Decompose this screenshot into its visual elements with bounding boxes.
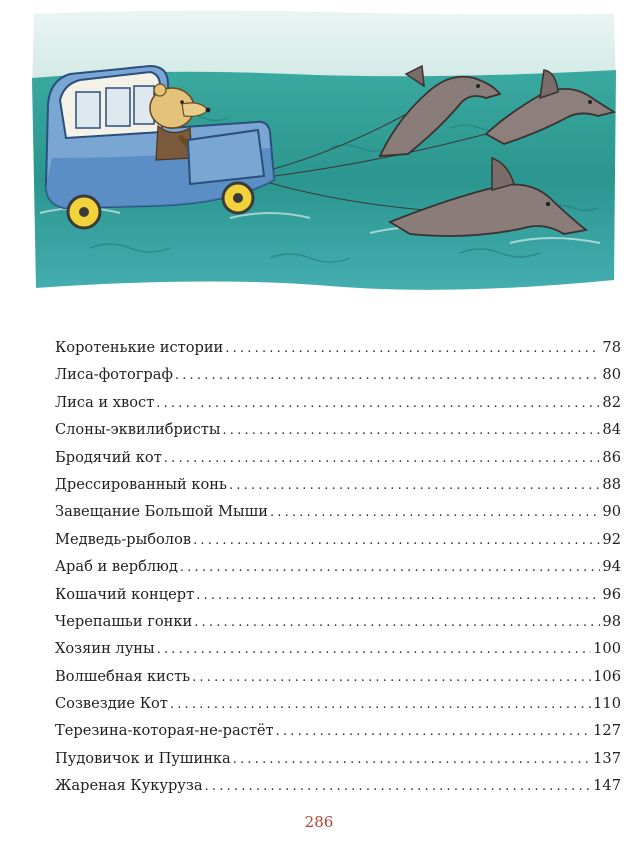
- toc-entry-page: 147: [593, 777, 621, 795]
- toc-entry-page: 98: [602, 612, 621, 630]
- illustration-sea-dolphins-car: [30, 8, 618, 298]
- toc-entry-title: Дрессированный конь: [55, 475, 227, 493]
- toc-entry-title: Слоны-эквилибристы: [55, 421, 221, 439]
- toc-leader-dots: [222, 417, 600, 444]
- toc-entry[interactable]: [55, 389, 621, 416]
- toc-leader-dots: [225, 335, 600, 362]
- toc-leader-dots: [233, 746, 591, 773]
- toc-entry[interactable]: [55, 498, 621, 525]
- toc-entry[interactable]: [55, 416, 621, 443]
- table-of-contents: [55, 334, 621, 800]
- toc-entry[interactable]: [55, 553, 621, 580]
- toc-entry[interactable]: [55, 334, 621, 361]
- toc-entry-page: 86: [602, 448, 621, 466]
- toc-entry-page: 92: [602, 530, 621, 548]
- toc-entry[interactable]: [55, 471, 621, 498]
- toc-entry[interactable]: [55, 772, 621, 799]
- toc-entry-title: Лиса-фотограф: [55, 366, 173, 384]
- toc-entry[interactable]: [55, 581, 621, 608]
- toc-entry-title: Волшебная кисть: [55, 667, 191, 685]
- toc-entry[interactable]: [55, 635, 621, 662]
- toc-entry-title: Завещание Большой Мыши: [55, 503, 268, 521]
- toc-entry-title: Кошачий концерт: [55, 585, 195, 603]
- toc-entry-page: 137: [593, 749, 621, 767]
- toc-entry-title: Лиса и хвост: [55, 393, 155, 411]
- toc-entry[interactable]: [55, 608, 621, 635]
- toc-entry-page: 78: [602, 339, 621, 356]
- toc-leader-dots: [193, 527, 600, 554]
- toc-leader-dots: [270, 499, 600, 526]
- toc-entry[interactable]: [55, 526, 621, 553]
- toc-entry-page: 110: [593, 695, 621, 713]
- toc-entry-page: 127: [593, 722, 621, 740]
- toc-leader-dots: [276, 718, 592, 745]
- toc-entry-title: Терезина-которая-не-растёт: [55, 722, 274, 740]
- toc-entry-page: 90: [602, 503, 621, 521]
- toc-entry-page: 88: [602, 475, 621, 493]
- toc-leader-dots: [205, 773, 592, 800]
- toc-entry-title: Жареная Кукуруза: [55, 777, 203, 795]
- toc-leader-dots: [196, 582, 600, 609]
- toc-leader-dots: [156, 390, 600, 417]
- toc-leader-dots: [175, 362, 601, 389]
- toc-entry-title: Созвездие Кот: [55, 695, 168, 713]
- toc-leader-dots: [164, 445, 601, 472]
- toc-entry-title: Черепашьи гонки: [55, 612, 193, 630]
- page-number: 286: [304, 813, 334, 831]
- toc-entry-page: 80: [602, 366, 621, 384]
- toc-entry[interactable]: [55, 690, 621, 717]
- toc-entry[interactable]: [55, 361, 621, 388]
- toc-entry-page: 94: [602, 558, 621, 576]
- toc-entry-title: Хозяин луны: [55, 640, 155, 658]
- toc-entry-title: Пудовичок и Пушинка: [55, 749, 231, 767]
- toc-leader-dots: [157, 636, 592, 663]
- toc-leader-dots: [192, 664, 591, 691]
- toc-entry-title: Араб и верблюд: [55, 558, 178, 576]
- toc-leader-dots: [180, 554, 601, 581]
- toc-entry-title: Медведь-рыболов: [55, 530, 192, 548]
- toc-entry[interactable]: [55, 663, 621, 690]
- toc-entry-title: Коротенькие истории: [55, 339, 224, 356]
- toc-entry-page: 96: [602, 585, 621, 603]
- toc-entry-page: 106: [593, 667, 621, 685]
- toc-entry[interactable]: [55, 444, 621, 471]
- toc-entry-page: 84: [602, 421, 621, 439]
- toc-entry-page: 82: [602, 393, 621, 411]
- toc-entry[interactable]: [55, 717, 621, 744]
- toc-leader-dots: [170, 691, 591, 718]
- toc-entry[interactable]: [55, 745, 621, 772]
- toc-leader-dots: [194, 609, 600, 636]
- watercolor-illustration: [30, 8, 618, 298]
- toc-entry-title: Бродячий кот: [55, 448, 162, 466]
- toc-entry-page: 100: [593, 640, 621, 658]
- toc-leader-dots: [229, 472, 600, 499]
